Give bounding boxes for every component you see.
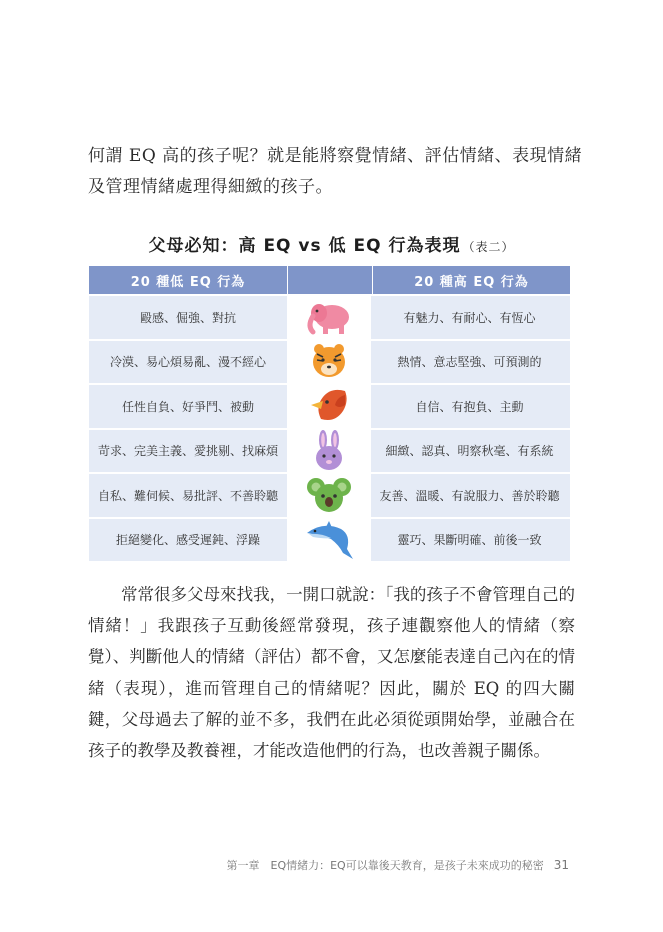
high-eq-cell: 細緻、認真、明察秋毫、有系統: [385, 444, 554, 459]
high-eq-cell: 友善、溫暖、有說服力、善於聆聽: [379, 488, 560, 503]
low-eq-cell: 冷漠、易心煩易亂、漫不經心: [109, 355, 266, 370]
tiger-icon: [287, 341, 371, 384]
low-eq-cell: 苛求、完美主義、愛挑剔、找麻煩: [97, 444, 278, 459]
eagle-icon: [287, 385, 371, 428]
low-eq-cell: 自私、難伺候、易批評、不善聆聽: [97, 488, 278, 503]
high-eq-cell: 有魅力、有耐心、有恆心: [403, 310, 536, 325]
high-eq-cell: 熱情、意志堅強、可預測的: [397, 355, 542, 370]
eq-behavior-table: [89, 266, 570, 561]
high-eq-cell: 靈巧、果斷明確、前後一致: [397, 533, 542, 548]
table-row: [89, 428, 570, 473]
low-eq-cell: 毆感、倔強、對抗: [139, 310, 236, 325]
icon-column-header: [287, 266, 373, 294]
table-row: [89, 383, 570, 428]
chapter-running-head: 第一章 EQ情緒力：EQ可以靠後天教育，是孩子未來成功的秘密: [226, 859, 544, 872]
koala-icon: [287, 474, 371, 517]
body-paragraph: 常常很多父母來找我，一開口就說：「我的孩子不會管理自己的情緒！」我跟孩子互動後經常發現，孩子連觀察他人的情緒（察覺）、判斷他人的情緒（評估）都不會，又怎麼能表達自己內在的情緒（表現），進而管理自己的情緒呢？因此，關於 EQ 的四大關鍵，父母過去了解的並不多，我們在此必須從頭開始學，並融合在孩子的教學及教養裡，才能改造他們的行為，也改善親子關係。: [88, 585, 575, 761]
table-row: [89, 294, 570, 339]
low-eq-header: 20 種低 EQ 行為: [130, 274, 246, 290]
table-row: [89, 339, 570, 384]
low-eq-cell: 拒絕變化、感受遲鈍、浮躁: [115, 533, 260, 548]
low-eq-cell: 任性自負、好爭鬥、被動: [121, 399, 254, 414]
elephant-icon: [287, 296, 371, 339]
table-title-note: （表二）: [462, 240, 515, 254]
table-header: [89, 266, 570, 294]
rabbit-icon: [287, 430, 371, 473]
high-eq-header: 20 種高 EQ 行為: [414, 274, 529, 290]
table-title: 父母必知：高 EQ vs 低 EQ 行為表現 （表二）: [148, 236, 515, 256]
table-row: [89, 472, 570, 517]
dolphin-icon: [287, 519, 371, 562]
high-eq-cell: 自信、有抱負、主動: [415, 399, 524, 414]
table-row: [89, 517, 570, 562]
page-number: 31: [553, 858, 569, 872]
intro-paragraph: 何謂 EQ 高的孩子呢？就是能將察覺情緒、評估情緒、表現情緒及管理情緒處理得細緻的孩子。: [88, 146, 583, 197]
page-footer: [227, 857, 570, 873]
